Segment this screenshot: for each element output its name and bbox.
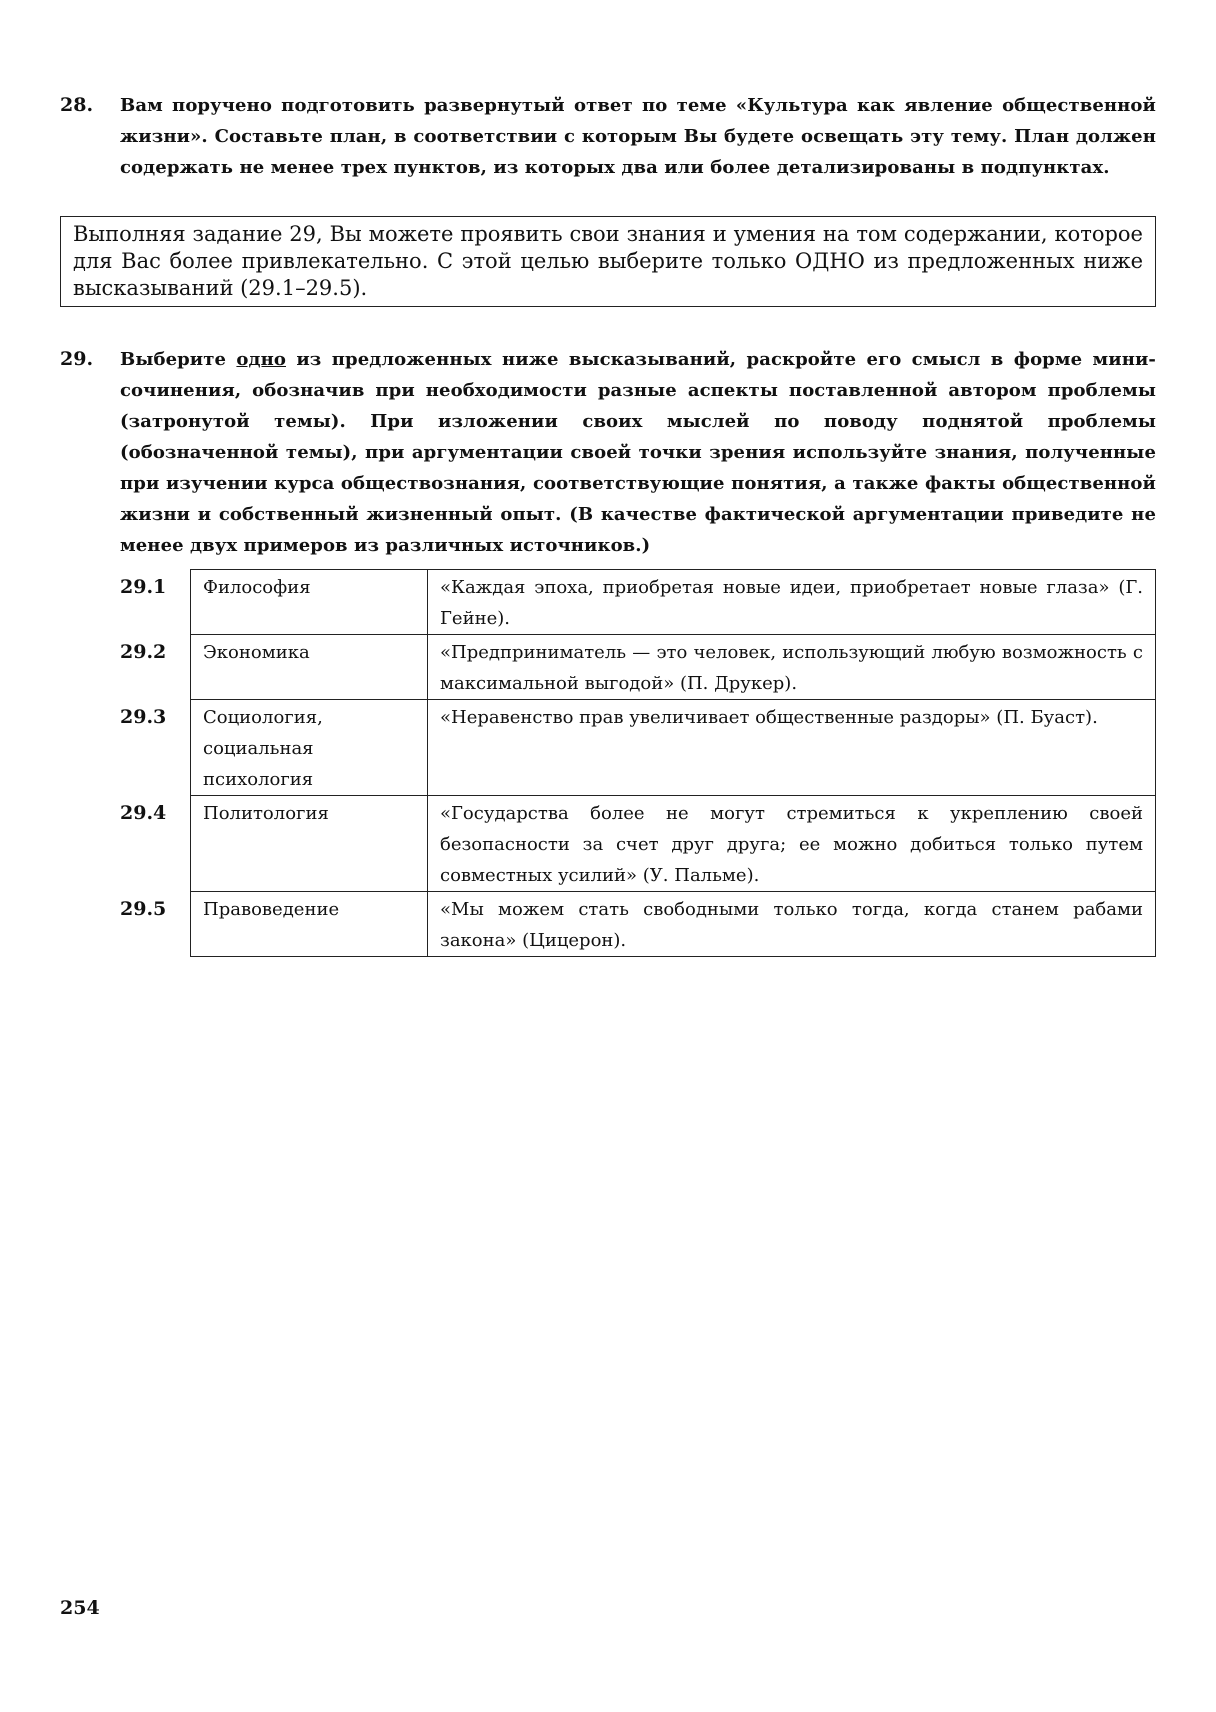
task-29 — [60, 344, 1156, 561]
task-29-text — [120, 344, 1156, 561]
task-29-emphasis: одно — [236, 349, 286, 370]
topic-quote: «Мы можем стать свободными только тогда, когда станем рабами закона» (Цицерон). — [428, 892, 1156, 957]
topic-subject: Правоведение — [191, 892, 428, 957]
table-row — [120, 796, 1156, 892]
topic-subject: Экономика — [191, 635, 428, 700]
topic-subject: Философия — [191, 570, 428, 635]
task-29-text-after: из предложенных ниже высказываний, раскройте его смысл в форме мини-сочинения, обозначив при необходимости разные аспекты поставленной автором проблемы (затронутой темы). При изложении своих мыслей по поводу поднятой проблемы (обозначенной темы), при аргументации своей точки зрения используйте знания, полученные при изучении курса обществознания, соответствующие понятия, а также факты общественной жизни и собственный жизненный опыт. (В качестве фактической аргументации приведите не менее двух примеров из различных источников.) — [120, 349, 1156, 556]
topic-quote: «Каждая эпоха, приобретая новые идеи, приобретает новые глаза» (Г. Гейне). — [428, 570, 1156, 635]
topic-number: 29.1 — [120, 575, 167, 598]
topic-number: 29.3 — [120, 705, 167, 728]
task-28-text: Вам поручено подготовить развернутый ответ по теме «Культура как явление общественной жизни». Составьте план, в соответствии с которым Вы будете освещать эту тему. План должен содержать не менее трех пунктов, из которых два или более детализированы в подпунктах. — [120, 95, 1156, 178]
topic-quote: «Государства более не могут стремиться к укреплению своей безопасности за счет друг друга; ее можно добиться только путем совместных усилий» (У. Пальме). — [428, 796, 1156, 892]
table-row — [120, 635, 1156, 700]
page-number: 254 — [60, 1597, 100, 1619]
table-row — [120, 892, 1156, 957]
task-29-text-before: Выберите — [120, 349, 237, 370]
table-row — [120, 700, 1156, 796]
topic-quote: «Неравенство прав увеличивает общественные раздоры» (П. Буаст). — [428, 700, 1156, 796]
task-28 — [60, 90, 1156, 183]
topic-number: 29.4 — [120, 801, 167, 824]
table-row — [120, 570, 1156, 635]
topics-table — [120, 569, 1156, 957]
topic-subject: Политология — [191, 796, 428, 892]
topic-subject: Социология, социальная психология — [191, 700, 428, 796]
notice-box: Выполняя задание 29, Вы можете проявить свои знания и умения на том содержании, которое для Вас более привлекательно. С этой целью выберите только ОДНО из предложенных ниже высказываний (29.1–29.5). — [60, 216, 1156, 307]
task-28-number: 28. — [60, 94, 94, 116]
task-29-number: 29. — [60, 348, 94, 370]
topic-number: 29.5 — [120, 897, 167, 920]
topic-quote: «Предприниматель — это человек, использующий любую возможность с максимальной выгодой» (П. Друкер). — [428, 635, 1156, 700]
topic-number: 29.2 — [120, 640, 167, 663]
